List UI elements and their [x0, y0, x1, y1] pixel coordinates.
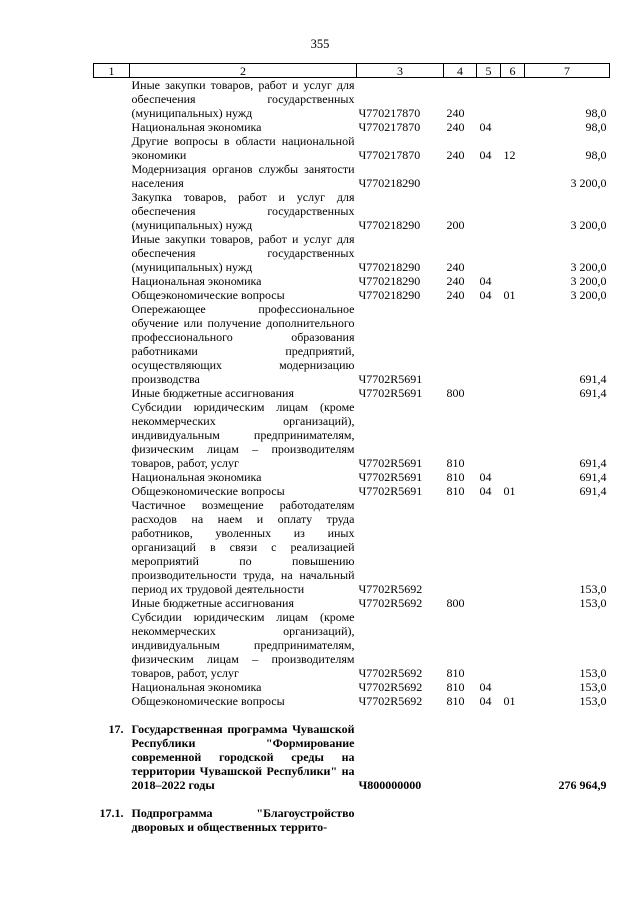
section: 04 — [479, 274, 492, 288]
subsection — [501, 610, 525, 680]
amount: 691,4 — [579, 456, 607, 470]
expense-type: 810 — [446, 470, 465, 484]
table-row — [94, 78, 610, 121]
table-header-row — [94, 64, 610, 78]
row-name: Общеэкономические вопросы — [131, 694, 285, 708]
spacer-row — [94, 792, 610, 806]
section: 04 — [479, 470, 492, 484]
header-col-3: 3 — [357, 64, 444, 78]
table-row — [94, 120, 610, 134]
subsection: 01 — [503, 694, 516, 708]
table-row — [94, 288, 610, 302]
amount: 3 200,0 — [570, 176, 607, 190]
table-row — [94, 694, 610, 708]
section — [477, 400, 501, 470]
subsection — [501, 120, 525, 134]
subsection: 01 — [503, 288, 516, 302]
row-number — [94, 386, 130, 400]
table-row — [94, 302, 610, 386]
program-code: Ч770218290 — [358, 260, 421, 274]
expense-type: 200 — [446, 218, 465, 232]
program-code: Ч7702R5691 — [358, 456, 423, 470]
row-name: Национальная экономика — [131, 274, 262, 288]
program-code: Ч7702R5691 — [358, 372, 423, 386]
row-name: Субсидии юридическим лицам (кроме некоммерческих организаций), индивидуальным предпринимателям, физическим лицам – производителям товаров, работ, услуг — [131, 610, 355, 680]
section — [477, 302, 501, 386]
table-row — [94, 680, 610, 694]
expense-type: 800 — [446, 386, 465, 400]
header-col-6: 6 — [501, 64, 525, 78]
section — [477, 232, 501, 274]
table-row — [94, 484, 610, 498]
row-name: Опережающее профессиональное обучение или получение дополнительного профессионального образования работниками предприятий, осуществляющих модернизацию производства — [131, 302, 355, 386]
section — [477, 162, 501, 190]
program-code: Ч7702R5692 — [358, 694, 423, 708]
subsection — [501, 722, 525, 792]
row-name: Субсидии юридическим лицам (кроме некоммерческих организаций), индивидуальным предпринимателям, физическим лицам – производителям товаров, работ, услуг — [131, 400, 355, 470]
program-code: Ч7702R5692 — [358, 666, 423, 680]
header-col-1: 1 — [94, 64, 130, 78]
program-code: Ч770217870 — [358, 148, 421, 162]
amount: 276 964,9 — [558, 778, 607, 792]
row-name: Иные бюджетные ассигнования — [131, 596, 294, 610]
spacer-cell — [94, 792, 610, 806]
subsection — [501, 386, 525, 400]
row-name: Государственная программа Чувашской Республики "Формирование современной городской среды на территории Чувашской Республики" на 2018–2022 годы — [131, 722, 355, 792]
expense-type: 810 — [446, 680, 465, 694]
amount: 3 200,0 — [570, 274, 607, 288]
page-number: 355 — [310, 37, 330, 51]
amount: 153,0 — [579, 582, 607, 596]
expense-type: 240 — [446, 288, 465, 302]
budget-table — [93, 63, 610, 834]
subsection — [501, 498, 525, 596]
spacer-cell — [94, 708, 610, 722]
amount: 98,0 — [585, 120, 607, 134]
amount: 153,0 — [579, 596, 607, 610]
program-code — [357, 806, 444, 834]
amount: 98,0 — [585, 148, 607, 162]
row-number — [94, 78, 130, 121]
expense-type: 240 — [446, 274, 465, 288]
expense-type: 810 — [446, 456, 465, 470]
header-col-2: 2 — [130, 64, 357, 78]
header-col-7: 7 — [525, 64, 610, 78]
row-number — [94, 302, 130, 386]
expense-type: 240 — [446, 106, 465, 120]
row-name: Закупка товаров, работ и услуг для обеспечения государственных (муниципальных) нужд — [131, 190, 355, 232]
expense-type: 240 — [446, 260, 465, 274]
row-number — [94, 694, 130, 708]
table-row — [94, 386, 610, 400]
subsection — [501, 274, 525, 288]
row-number — [94, 190, 130, 232]
subsection — [501, 78, 525, 121]
expense-type: 810 — [446, 666, 465, 680]
row-number: 17. — [108, 722, 124, 736]
section: 04 — [479, 120, 492, 134]
row-number — [94, 470, 130, 484]
expense-type: 240 — [446, 120, 465, 134]
program-code: Ч7702R5692 — [358, 582, 423, 596]
amount: 691,4 — [579, 386, 607, 400]
section: 04 — [479, 484, 492, 498]
table-row — [94, 400, 610, 470]
subsection: 01 — [503, 484, 516, 498]
amount: 691,4 — [579, 484, 607, 498]
subsection — [501, 232, 525, 274]
row-number — [94, 162, 130, 190]
program-code: Ч7702R5691 — [358, 484, 423, 498]
expense-type: 800 — [446, 596, 465, 610]
row-number — [94, 498, 130, 596]
subsection — [501, 470, 525, 484]
subsection — [501, 190, 525, 232]
subsection — [501, 596, 525, 610]
table-row — [94, 134, 610, 162]
subsection — [501, 302, 525, 386]
subsection — [501, 806, 525, 834]
row-name: Частичное возмещение работодателям расходов на наем и оплату труда работников, уволенных из иных организаций в связи с реализацией мероприятий по повышению производительности труда, на начальный период их трудовой деятельности — [131, 498, 355, 596]
expense-type — [444, 162, 477, 190]
program-code: Ч770218290 — [358, 176, 421, 190]
row-name: Другие вопросы в области национальной экономики — [131, 134, 355, 162]
subsection — [501, 162, 525, 190]
row-number — [94, 288, 130, 302]
row-number — [94, 274, 130, 288]
table-row — [94, 498, 610, 596]
row-number — [94, 400, 130, 470]
program-code: Ч770218290 — [358, 288, 421, 302]
expense-type: 240 — [446, 148, 465, 162]
table-row — [94, 722, 610, 792]
subsection: 12 — [503, 148, 516, 162]
amount: 98,0 — [585, 106, 607, 120]
amount: 3 200,0 — [570, 218, 607, 232]
row-name: Иные закупки товаров, работ и услуг для обеспечения государственных (муниципальных) нужд — [131, 232, 355, 274]
header-col-4: 4 — [444, 64, 477, 78]
row-number — [94, 232, 130, 274]
table-row — [94, 162, 610, 190]
table-row — [94, 274, 610, 288]
row-number — [94, 134, 130, 162]
program-code: Ч770218290 — [358, 274, 421, 288]
row-name: Иные закупки товаров, работ и услуг для обеспечения государственных (муниципальных) нужд — [131, 78, 355, 120]
row-number: 17.1. — [99, 806, 124, 820]
table-row — [94, 596, 610, 610]
amount: 3 200,0 — [570, 260, 607, 274]
expense-type: 810 — [446, 484, 465, 498]
amount: 153,0 — [579, 680, 607, 694]
subsection — [501, 400, 525, 470]
amount: 691,4 — [579, 470, 607, 484]
program-code: Ч800000000 — [358, 778, 422, 792]
expense-type — [444, 722, 477, 792]
program-code: Ч7702R5692 — [358, 596, 423, 610]
row-name: Национальная экономика — [131, 120, 262, 134]
section — [477, 386, 501, 400]
amount: 153,0 — [579, 694, 607, 708]
row-name: Иные бюджетные ассигнования — [131, 386, 294, 400]
row-number — [94, 680, 130, 694]
amount — [525, 806, 610, 834]
amount: 691,4 — [579, 372, 607, 386]
section — [477, 78, 501, 121]
section: 04 — [479, 148, 492, 162]
expense-type — [444, 302, 477, 386]
section: 04 — [479, 288, 492, 302]
section — [477, 498, 501, 596]
row-number — [94, 484, 130, 498]
amount: 153,0 — [579, 666, 607, 680]
section — [477, 722, 501, 792]
table-row — [94, 232, 610, 274]
table-row — [94, 806, 610, 834]
row-number — [94, 610, 130, 680]
expense-type — [444, 498, 477, 596]
header-col-5: 5 — [477, 64, 501, 78]
subsection — [501, 680, 525, 694]
table-row — [94, 470, 610, 484]
program-code: Ч7702R5691 — [358, 470, 423, 484]
row-number — [94, 120, 130, 134]
spacer-row — [94, 708, 610, 722]
section — [477, 190, 501, 232]
expense-type — [444, 806, 477, 834]
section — [477, 806, 501, 834]
row-name: Общеэкономические вопросы — [131, 288, 285, 302]
row-name: Национальная экономика — [131, 470, 262, 484]
program-code: Ч770217870 — [358, 106, 421, 120]
row-number — [94, 596, 130, 610]
program-code: Ч7702R5692 — [358, 680, 423, 694]
expense-type: 810 — [446, 694, 465, 708]
section: 04 — [479, 680, 492, 694]
section: 04 — [479, 694, 492, 708]
section — [477, 596, 501, 610]
program-code: Ч7702R5691 — [358, 386, 423, 400]
table-row — [94, 190, 610, 232]
row-name: Модернизация органов службы занятости населения — [131, 162, 355, 190]
amount: 3 200,0 — [570, 288, 607, 302]
section — [477, 610, 501, 680]
table-row — [94, 610, 610, 680]
program-code: Ч770217870 — [358, 120, 421, 134]
row-name: Общеэкономические вопросы — [131, 484, 285, 498]
program-code: Ч770218290 — [358, 218, 421, 232]
row-name: Национальная экономика — [131, 680, 262, 694]
row-name: Подпрограмма "Благоустройство дворовых и общественных террито- — [131, 806, 355, 834]
